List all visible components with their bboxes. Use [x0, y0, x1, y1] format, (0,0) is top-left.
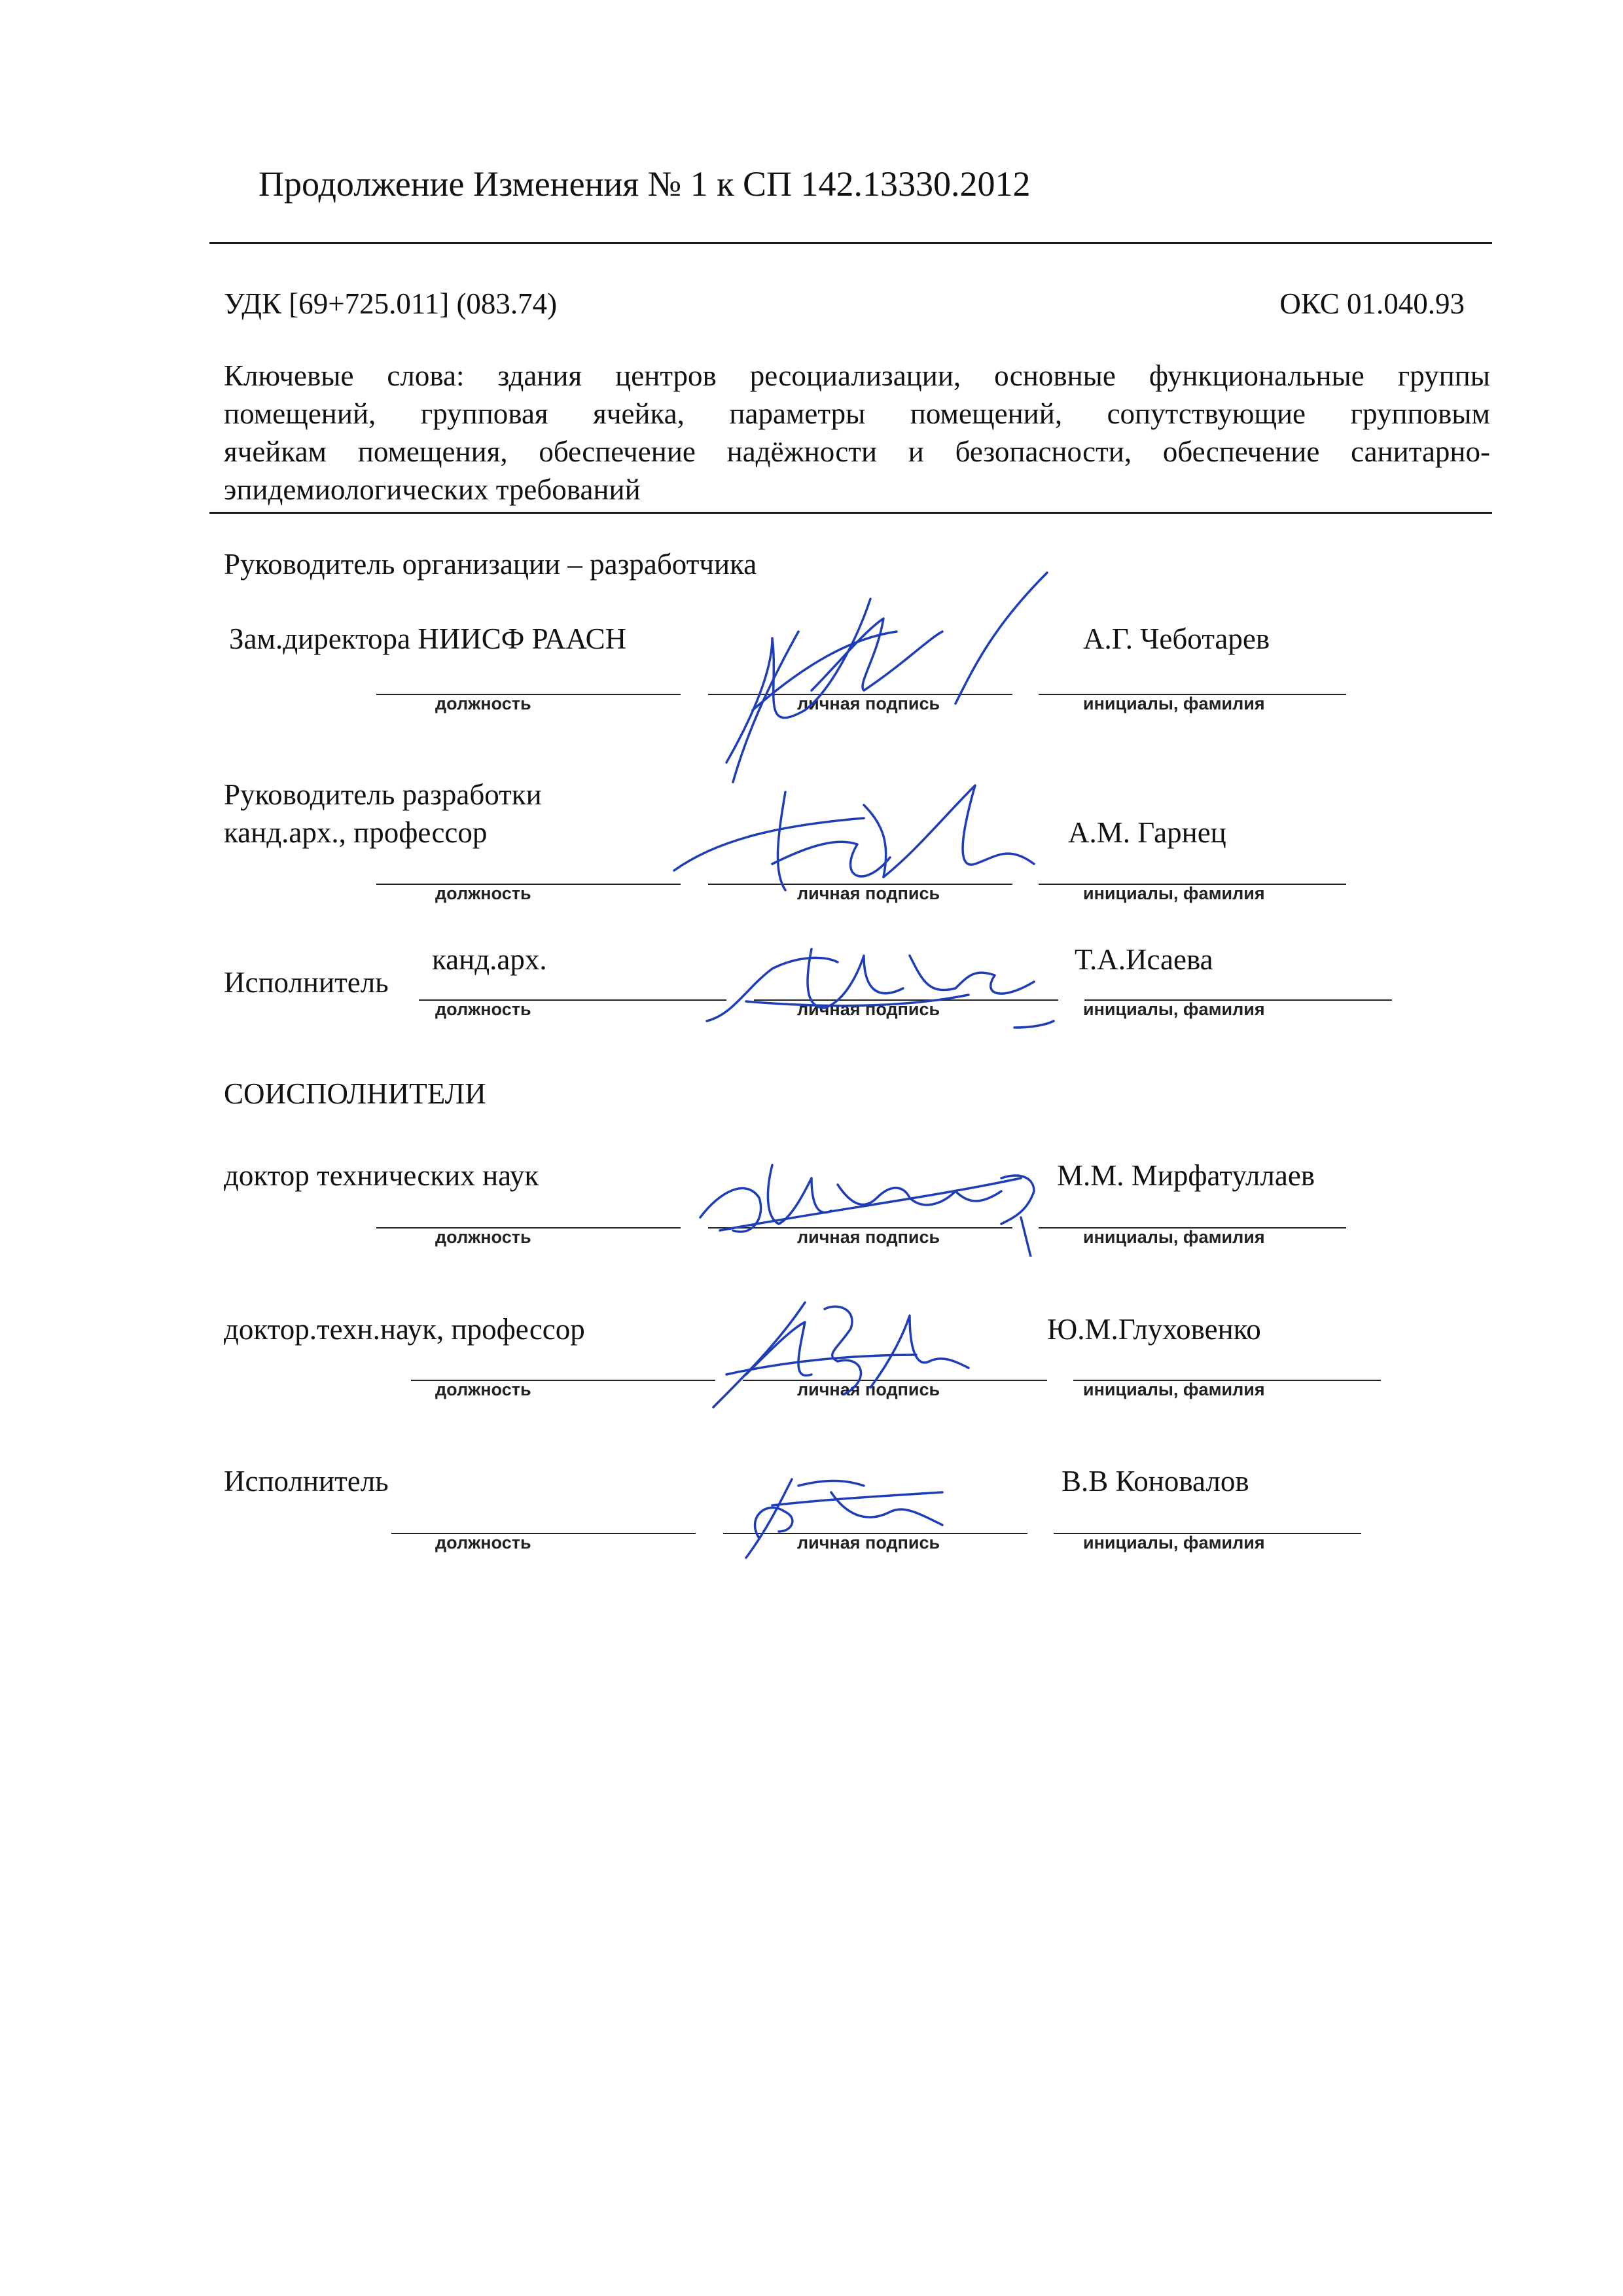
keywords-line: эпидемиологических требований	[224, 473, 641, 506]
name-caption: инициалы, фамилия	[1083, 999, 1265, 1019]
name-caption: инициалы, фамилия	[1083, 1380, 1265, 1399]
executor-label: Исполнитель	[224, 966, 389, 999]
signature-garnets	[668, 779, 1073, 910]
coexecutor1-title: доктор технических наук	[224, 1159, 539, 1192]
position-caption: должность	[435, 1227, 531, 1247]
document-title: Продолжение Изменения № 1 к СП 142.13330.2012	[259, 164, 1031, 204]
signature-caption: личная подпись	[797, 1380, 940, 1399]
coexecutor2-name: Ю.М.Глуховенко	[1047, 1313, 1261, 1346]
signature-caption: личная подпись	[797, 1227, 940, 1247]
signature-mirfatullaev	[694, 1152, 1060, 1257]
deputy-title: Зам.директора НИИСФ РААСН	[229, 622, 627, 655]
position-caption: должность	[435, 884, 531, 903]
keywords-rule	[209, 512, 1492, 514]
position-caption: должность	[435, 1533, 531, 1552]
signature-chebotarev	[707, 560, 1073, 789]
deputy-name: А.Г. Чеботарев	[1083, 622, 1270, 655]
lead-name: А.М. Гарнец	[1068, 816, 1226, 849]
signature-caption: личная подпись	[797, 694, 940, 713]
coexecutor1-name: М.М. Мирфатуллаев	[1057, 1159, 1315, 1192]
coexecutors-heading: СОИСПОЛНИТЕЛИ	[224, 1077, 486, 1110]
coexecutor2-title: доктор.техн.наук, профессор	[224, 1313, 585, 1346]
position-caption: должность	[435, 1380, 531, 1399]
name-caption: инициалы, фамилия	[1083, 884, 1265, 903]
oks-code: ОКС 01.040.93	[1279, 287, 1465, 320]
coexecutor3-name: В.В Коновалов	[1061, 1465, 1249, 1498]
signature-konovalov	[733, 1460, 955, 1564]
signature-caption: личная подпись	[797, 999, 940, 1019]
developer-heading: Руководитель организации – разработчика	[224, 548, 757, 581]
keywords-line: помещений, групповая ячейка, параметры помещений, сопутствующие групповым	[224, 397, 1490, 430]
lead-title-line1: Руководитель разработки	[224, 778, 542, 811]
executor-degree: канд.арх.	[432, 943, 547, 976]
position-caption: должность	[435, 999, 531, 1019]
signature-glukhovenko	[707, 1289, 982, 1420]
signature-caption: личная подпись	[797, 884, 940, 903]
lead-title-line2: канд.арх., профессор	[224, 816, 488, 849]
signature-caption: личная подпись	[797, 1533, 940, 1552]
signature-isaeva	[694, 929, 1060, 1034]
coexecutor3-label: Исполнитель	[224, 1465, 389, 1498]
keywords-paragraph	[224, 357, 1490, 509]
position-caption: должность	[435, 694, 531, 713]
keywords-line: Ключевые слова: здания центров ресоциализации, основные функциональные группы	[224, 359, 1490, 392]
header-rule	[209, 242, 1492, 244]
name-caption: инициалы, фамилия	[1083, 694, 1265, 713]
keywords-line: ячейкам помещения, обеспечение надёжности и безопасности, обеспечение санитарно-	[224, 435, 1490, 468]
executor-name: Т.А.Исаева	[1075, 943, 1213, 976]
name-caption: инициалы, фамилия	[1083, 1533, 1265, 1552]
name-caption: инициалы, фамилия	[1083, 1227, 1265, 1247]
udk-code: УДК [69+725.011] (083.74)	[224, 287, 558, 320]
